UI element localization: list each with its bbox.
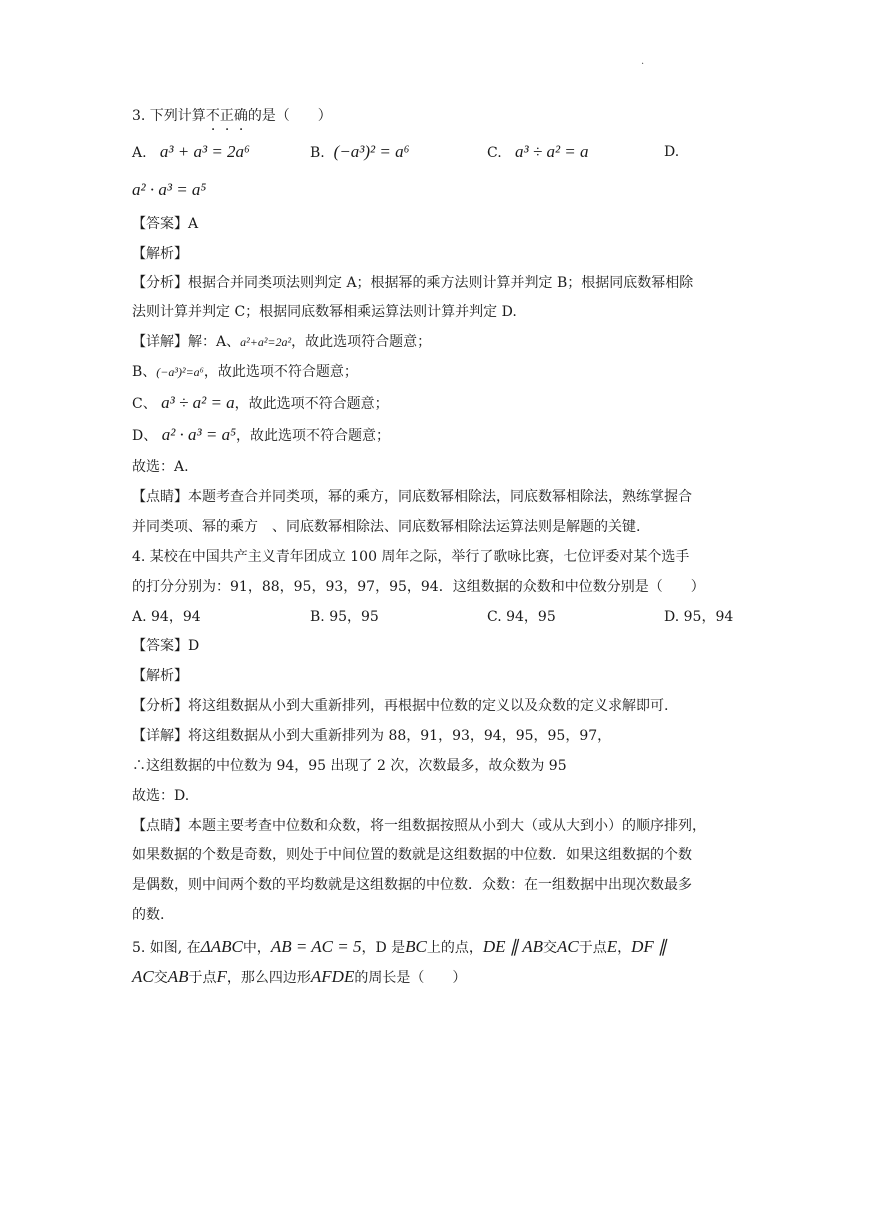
q4-option-d: D. 95，94 [664, 609, 734, 625]
q3-xiangjie-line-1: 【详解】解：A、a²+a²=2a²，故此选项符合题意； [132, 334, 432, 350]
q4-dianjing-line-1: 【点睛】本题主要考查中位数和众数，将一组数据按照从小到大（或从大到小）的顺序排列， [132, 818, 706, 834]
q4-xiangjie-line-1: 【详解】将这组数据从小到大重新排列为 88，91，93，94，95，95，97， [132, 728, 612, 744]
q4-conclusion: 故选：D. [132, 788, 190, 804]
emphasis-char: 不 [205, 108, 220, 124]
q3-analysis-heading: 【解析】 [132, 246, 188, 262]
q3-xiangjie-line-4: D、 a² · a³ = a⁵，故此选项不符合题意； [132, 425, 391, 444]
q3-conclusion: 故选：A. [132, 459, 189, 475]
q4-fenxi: 【分析】将这组数据从小到大重新排列，再根据中位数的定义以及众数的定义求解即可. [132, 698, 669, 714]
q3-dianjing-line-2: 并同类项、幂的乘方 、同底数幂相除法、同底数幂相除法运算法则是解题的关键. [132, 519, 641, 535]
q3-option-b: B. (−a³)² = a⁶ [310, 142, 410, 161]
q3-option-d-expr: a² · a³ = a⁵ [132, 180, 207, 199]
q4-option-a: A. 94，94 [132, 609, 201, 625]
q5-stem-line-1: 5. 如图, 在ΔABC中，AB = AC = 5，D 是BC上的点，DE ∥ AB交AC于点E，DF ∥ [132, 937, 667, 956]
q3-option-c: C. a³ ÷ a² = a [487, 142, 589, 161]
q3-answer: 【答案】A [132, 216, 199, 232]
q4-dianjing-line-3: 是偶数，则中间两个数的平均数就是这组数据的中位数．众数：在一组数据中出现次数最多 [132, 877, 692, 893]
q4-stem-line-2: 的打分分别为：91，88，95，93，97，95，94．这组数据的众数和中位数分别是（ ） [132, 579, 705, 595]
q3-fenxi-line-2: 法则计算并判定 C；根据同底数幂相乘运算法则计算并判定 D. [132, 304, 517, 320]
q4-analysis-heading: 【解析】 [132, 668, 188, 684]
q3-option-a: A. a³ + a³ = 2a⁶ [132, 142, 250, 161]
q3-fenxi-line-1: 【分析】根据合并同类项法则判定 A；根据幂的乘方法则计算并判定 B；根据同底数幂相除 [132, 275, 694, 291]
q5-stem-line-2: AC交AB于点F，那么四边形AFDE的周长是（ ） [132, 967, 467, 986]
q4-xiangjie-line-2: ∴这组数据的中位数为 94，95 出现了 2 次，次数最多，故众数为 95 [132, 758, 567, 774]
page-mark: . [641, 56, 645, 67]
q4-option-c: C. 94，95 [487, 609, 556, 625]
q3-dianjing-line-1: 【点睛】本题考查合并同类项，幂的乘方，同底数幂相除法，同底数幂相除法，熟练掌握合 [132, 489, 692, 505]
q4-answer: 【答案】D [132, 638, 200, 654]
emphasis-char: 正 [219, 108, 234, 124]
q3-option-d-label: D. [664, 144, 680, 160]
q4-dianjing-line-4: 的数. [132, 907, 165, 923]
emphasis-char: 确 [233, 108, 248, 124]
q3-stem: 3. 下列计算不正确的是（ ） [132, 108, 332, 124]
q4-option-b: B. 95，95 [310, 609, 379, 625]
q3-xiangjie-line-3: C、 a³ ÷ a² = a，故此选项不符合题意； [132, 393, 389, 412]
q3-xiangjie-line-2: B、(−a³)²=a⁶，故此选项不符合题意； [132, 364, 358, 380]
q4-stem-line-1: 4. 某校在中国共产主义青年团成立 100 周年之际，举行了歌咏比赛，七位评委对某个选手 [132, 549, 690, 565]
q4-dianjing-line-2: 如果数据的个数是奇数，则处于中间位置的数就是这组数据的中位数．如果这组数据的个数 [132, 847, 692, 863]
